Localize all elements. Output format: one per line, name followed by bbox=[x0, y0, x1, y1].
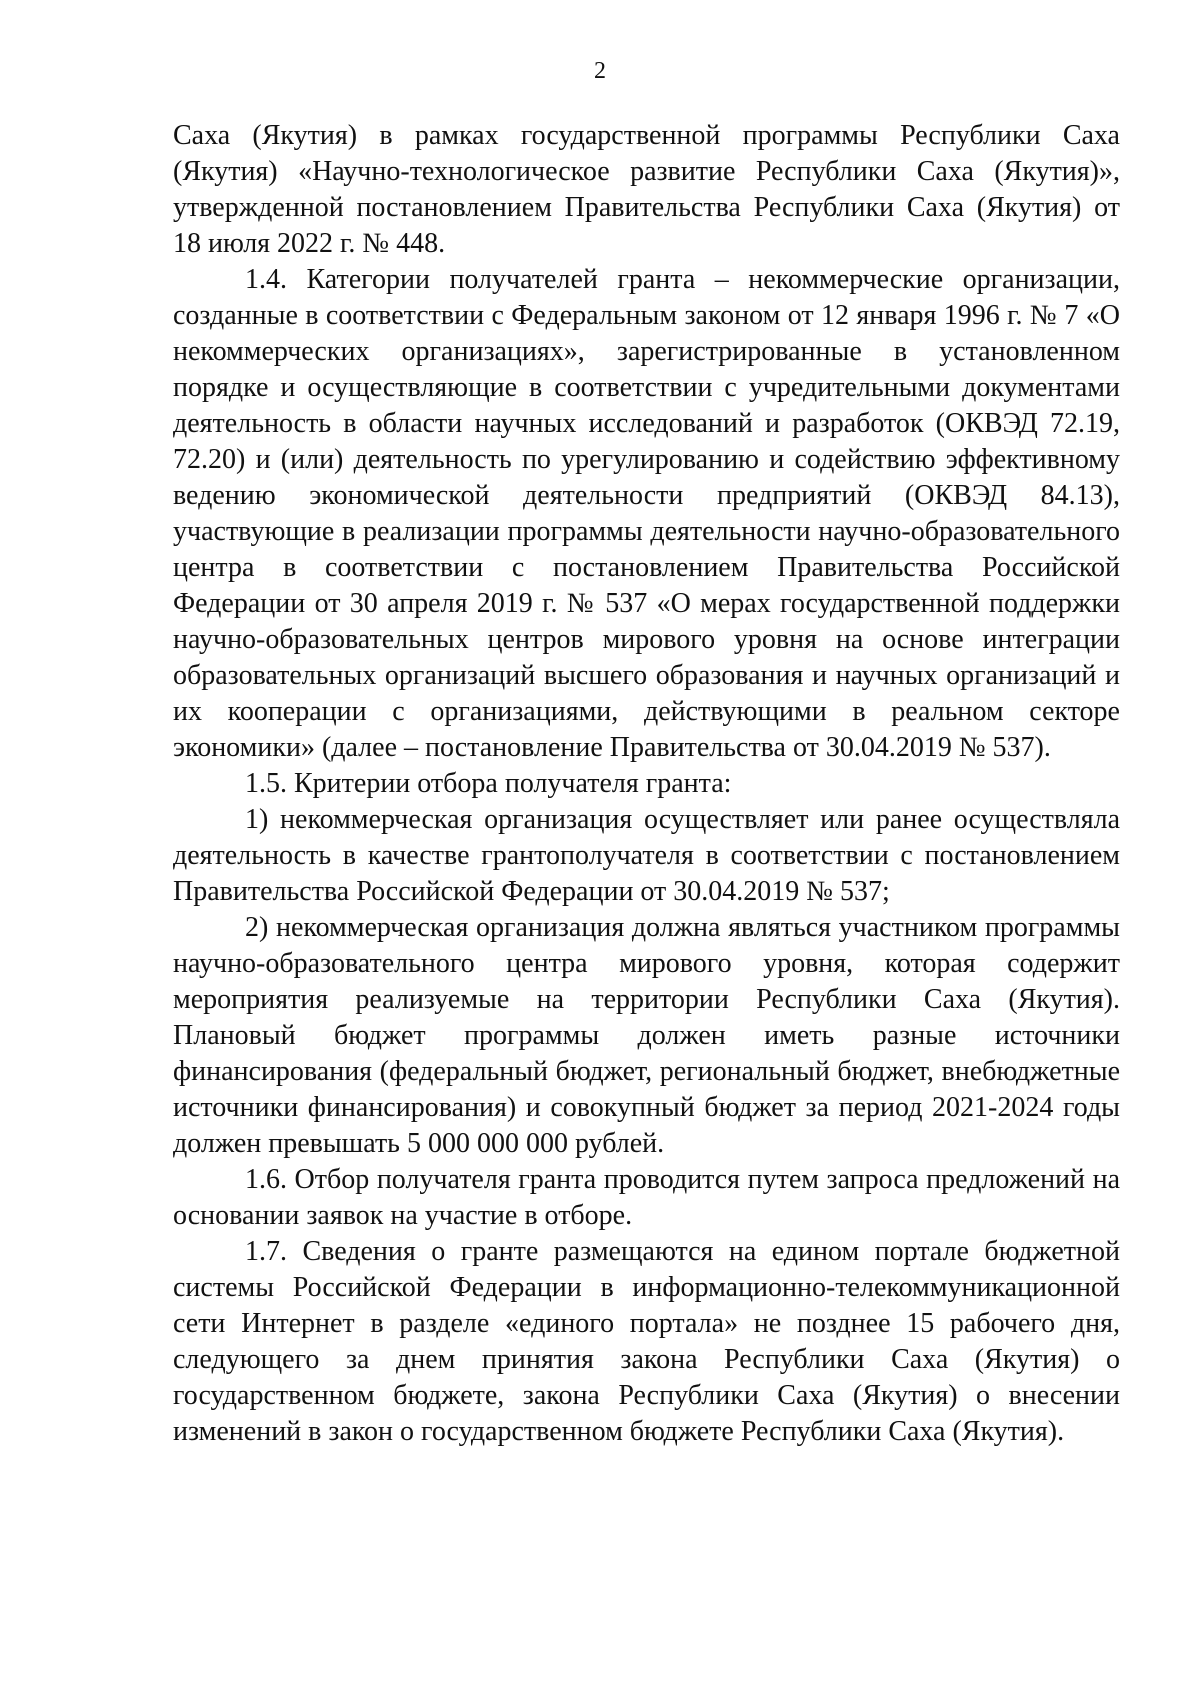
paragraph-1-5-item-1: 1) некоммерческая организация осуществляет или ранее осуществляла деятельность в качестве грантополучателя в соответствии с постановлением Правительства Российской Федерации от 30.04.2019 № 537; bbox=[173, 804, 1120, 907]
paragraph-1-6: 1.6. Отбор получателя гранта проводится путем запроса предложений на основании заявок на участие в отборе. bbox=[173, 1164, 1120, 1231]
paragraph-1-5: 1.5. Критерии отбора получателя гранта: bbox=[245, 768, 732, 799]
paragraph-1-5-item-2: 2) некоммерческая организация должна являться участником программы научно-образовательного центра мирового уровня, которая содержит мероприятия реализуемые на территории Республики Саха (Якутия). Плановый бюджет программы должен иметь разные источники финансирования (федеральный бюджет, региональный бюджет, внебюджетные источники финансирования) и совокупный бюджет за период 2021-2024 годы должен превышать 5 000 000 000 рублей. bbox=[173, 912, 1120, 1159]
page-number: 2 bbox=[594, 58, 606, 84]
paragraph-1-7: 1.7. Сведения о гранте размещаются на едином портале бюджетной системы Российской Федерации в информационно-телекоммуникационной сети Интернет в разделе «единого портала» не позднее 15 рабочего дня, следующего за днем принятия закона Республики Саха (Якутия) о государственном бюджете, закона Республики Саха (Якутия) о внесении изменений в закон о государственном бюджете Республики Саха (Якутия). bbox=[173, 1236, 1120, 1447]
document-body bbox=[173, 118, 1120, 1450]
paragraph-continuation: Саха (Якутия) в рамках государственной программы Республики Саха (Якутия) «Научно-технологическое развитие Республики Саха (Якутия)», утвержденной постановлением Правительства Республики Саха (Якутия) от 18 июля 2022 г. № 448. bbox=[173, 120, 1120, 259]
paragraph-1-4: 1.4. Категории получателей гранта – некоммерческие организации, созданные в соответствии с Федеральным законом от 12 января 1996 г. № 7 «О некоммерческих организациях», зарегистрированные в установленном порядке и осуществляющие в соответствии с учредительными документами деятельность в области научных исследований и разработок (ОКВЭД 72.19, 72.20) и (или) деятельность по урегулированию и содействию эффективному ведению экономической деятельности предприятий (ОКВЭД 84.13), участвующие в реализации программы деятельности научно-образовательного центра в соответствии с постановлением Правительства Российской Федерации от 30 апреля 2019 г. № 537 «О мерах государственной поддержки научно-образовательных центров мирового уровня на основе интеграции образовательных организаций высшего образования и научных организаций и их кооперации с организациями, действующими в реальном секторе экономики» (далее – постановление Правительства от 30.04.2019 № 537). bbox=[173, 264, 1120, 763]
